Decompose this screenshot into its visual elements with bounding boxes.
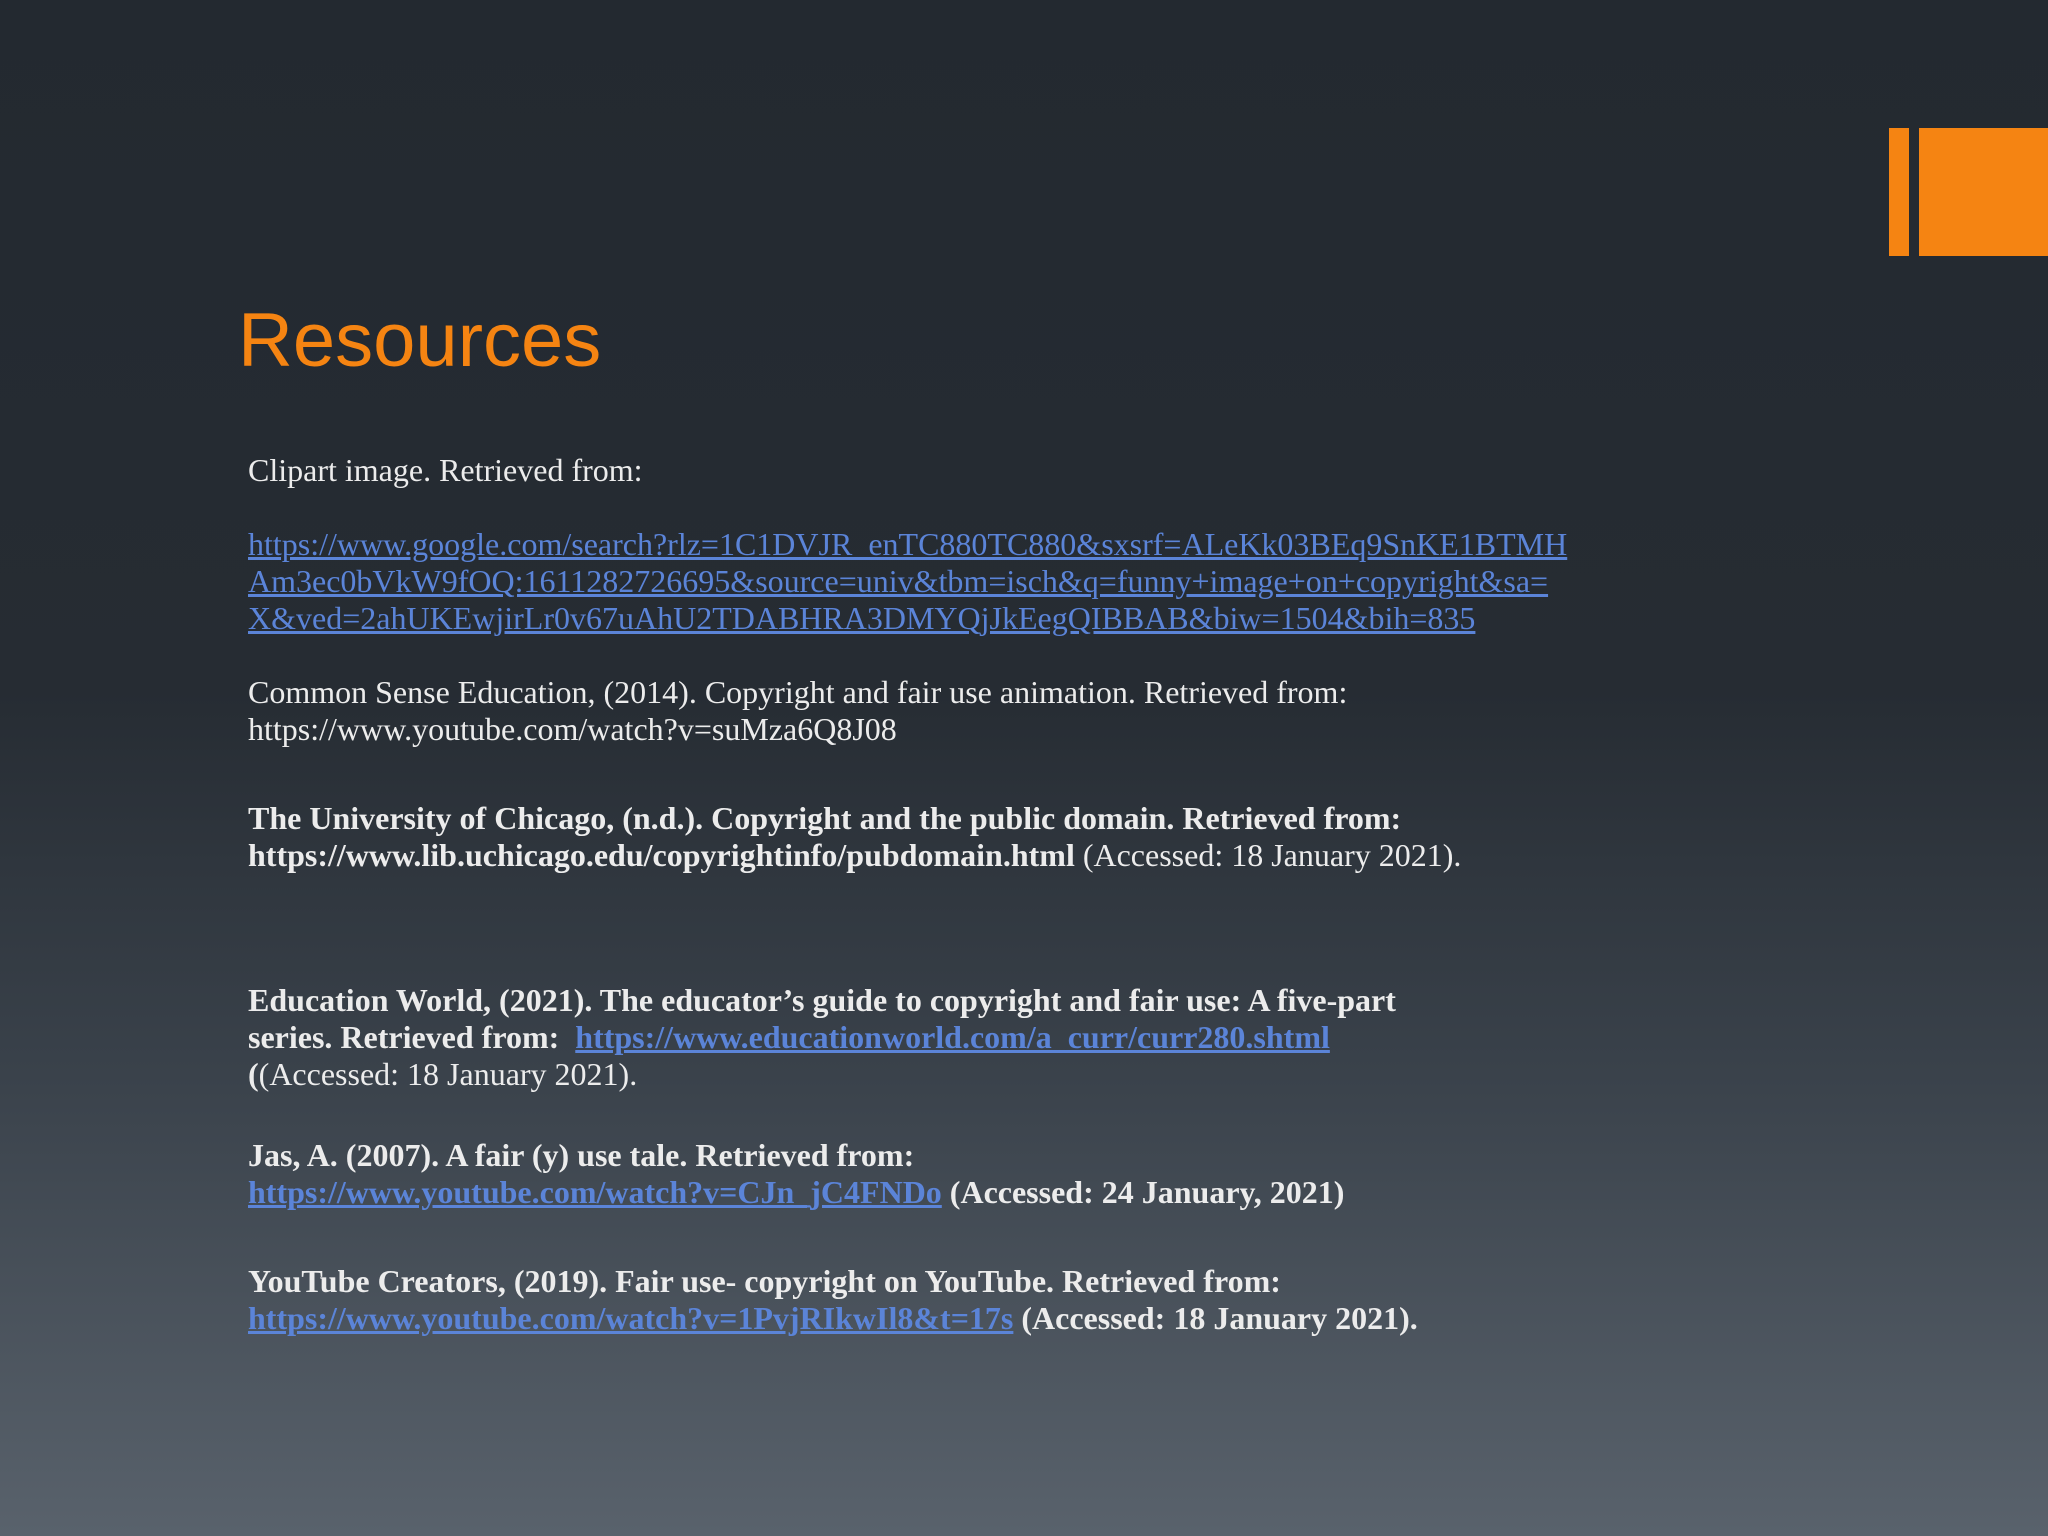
youtube-creators-text: YouTube Creators, (2019). Fair use- copyright on YouTube. Retrieved from:: [248, 1263, 1281, 1299]
reference-education-world: [248, 982, 1598, 1093]
reference-uchicago: [248, 800, 1598, 874]
reference-clipart-text: Clipart image. Retrieved from:: [248, 452, 643, 488]
education-world-accessed: (Accessed: 18 January 2021).: [258, 1056, 638, 1092]
reference-youtube-creators: [248, 1263, 1598, 1337]
uchicago-text: The University of Chicago, (n.d.). Copyright and the public domain. Retrieved from:: [248, 800, 1402, 836]
education-world-retrieved: series. Retrieved from:: [248, 1019, 576, 1055]
youtube-creators-link[interactable]: https://www.youtube.com/watch?v=1PvjRIkwIl8&t=17s: [248, 1300, 1014, 1336]
education-world-link[interactable]: https://www.educationworld.com/a_curr/curr280.shtml: [575, 1019, 1330, 1055]
reference-clipart-url-block: [248, 526, 1598, 637]
accent-bar-thin: [1889, 128, 1909, 256]
jas-text: Jas, A. (2007). A fair (y) use tale. Retrieved from:: [248, 1137, 915, 1173]
common-sense-text: Common Sense Education, (2014). Copyright and fair use animation. Retrieved from:: [248, 674, 1348, 710]
reference-jas: [248, 1137, 1598, 1211]
common-sense-url: https://www.youtube.com/watch?v=suMza6Q8J08: [248, 711, 897, 747]
reference-common-sense: [248, 674, 1598, 748]
clipart-link[interactable]: https://www.google.com/search?rlz=1C1DVJR_enTC880TC880&sxsrf=ALeKk03BEq9SnKE1BTMHAm3ec0bVkW9fOQ:1611282726695&source=univ&tbm=isch&q=funny+image+on+copyright&sa=X&ved=2ahUKEwjirLr0v67uAhU2TDABHRA3DMYQjJkEegQIBBAB&biw=1504&bih=835: [248, 526, 1568, 636]
slide-title: Resources: [238, 298, 602, 383]
jas-link[interactable]: https://www.youtube.com/watch?v=CJn_jC4FNDo: [248, 1174, 942, 1210]
youtube-creators-accessed: (Accessed: 18 January 2021).: [1013, 1300, 1418, 1336]
uchicago-url: https://www.lib.uchicago.edu/copyrightinfo/pubdomain.html: [248, 837, 1075, 873]
uchicago-accessed: (Accessed: 18 January 2021).: [1082, 837, 1462, 873]
education-world-text: Education World, (2021). The educator’s guide to copyright and fair use: A five-part: [248, 982, 1396, 1018]
jas-accessed: (Accessed: 24 January, 2021): [941, 1174, 1345, 1210]
references-list: [248, 452, 1598, 1337]
education-world-paren: (: [248, 1056, 259, 1092]
reference-clipart: [248, 452, 1598, 489]
accent-bar-thick: [1919, 128, 2048, 256]
